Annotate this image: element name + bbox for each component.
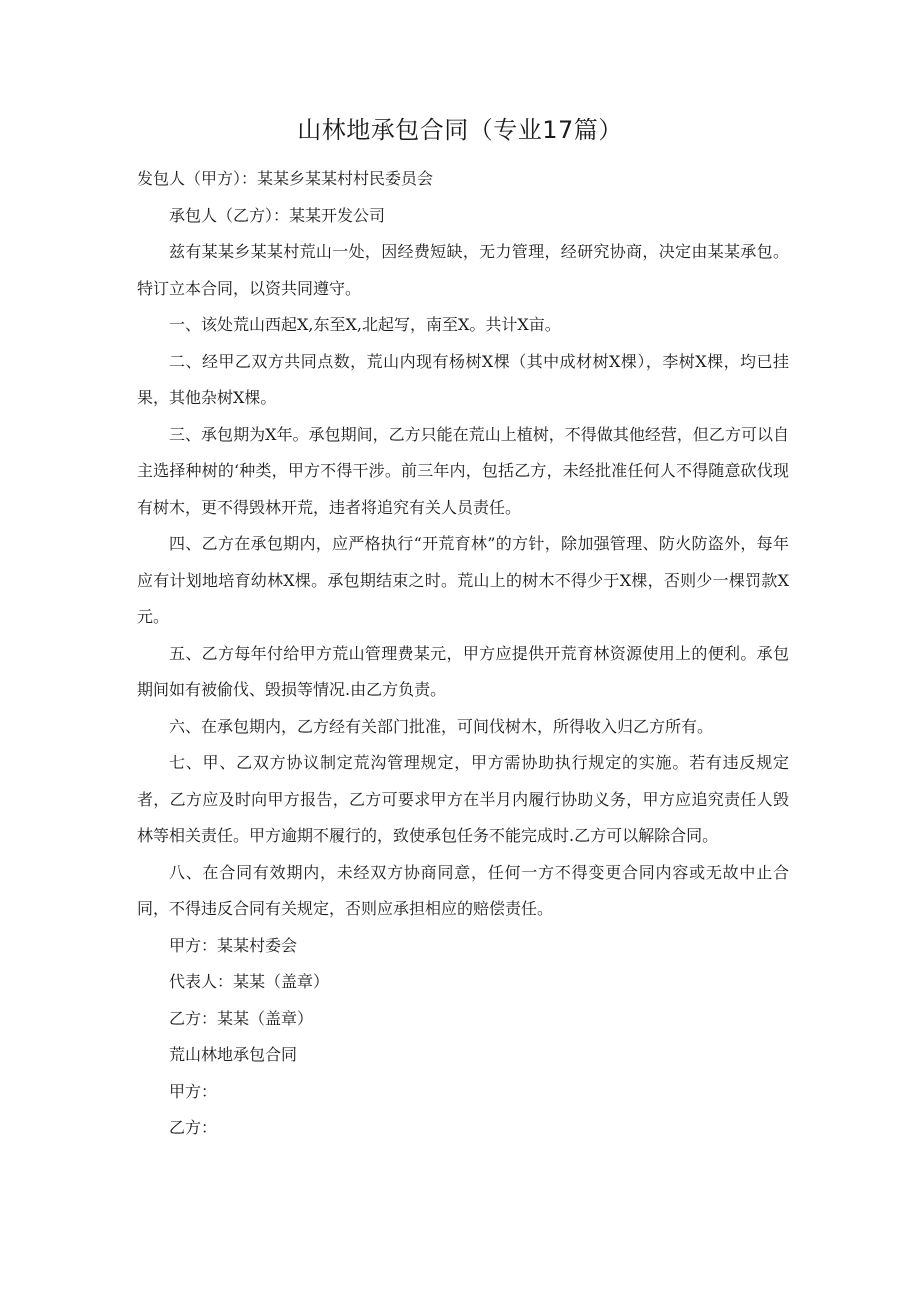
document-body [137,161,789,1147]
clause-2: 二、经甲乙双方共同点数，荒山内现有杨树X棵（其中成材树X棵），李树X棵，均已挂果，其他杂树X棵。 [137,351,789,407]
second-contract-party-a: 甲方： [169,1081,218,1101]
clause-8: 八、在合同有效期内，未经双方协商同意，任何一方不得变更合同内容或无故中止合同，不得违反合同有关规定，否则应承担相应的赔偿责任。 [137,862,789,918]
party-a-line: 发包人（甲方）：某某乡某某村村民委员会 [137,169,434,188]
clause-3: 三、承包期为X年。承包期间，乙方只能在荒山上植树，不得做其他经营，但乙方可以自主选择种树的‘种类，甲方不得干涉。前三年内，包括乙方，未经批准任何人不得随意砍伐现有树木，更不得毁林开荒，违者将追究有关人员责任。 [137,424,789,517]
clause-7: 七、甲、乙双方协议制定荒沟管理规定，甲方需协助执行规定的实施。若有违反规定者，乙方应及时向甲方报告，乙方可要求甲方在半月内履行协助义务，甲方应追究责任人毁林等相关责任。甲方逾期不履行的，致使承包任务不能完成时.乙方可以解除合同。 [137,753,789,845]
signature-party-b: 乙方：某某（盖章） [169,1008,314,1028]
clause-5: 五、乙方每年付给甲方荒山管理费某元，甲方应提供开荒育林资源使用上的便利。承包期间如有被偷伐、毁损等情况.由乙方负责。 [137,643,789,699]
document-title: 山林地承包合同（专业17篇） [297,116,623,144]
second-contract-party-b: 乙方： [169,1118,218,1137]
signature-representative: 代表人：某某（盖章） [169,972,330,991]
clause-6: 六、在承包期内，乙方经有关部门批准，可间伐树木，所得收入归乙方所有。 [169,716,714,736]
signature-party-a: 甲方：某某村委会 [169,935,298,955]
second-contract-heading: 荒山林地承包合同 [169,1045,298,1064]
preamble-paragraph: 兹有某某乡某某村荒山一处，因经费短缺，无力管理，经研究协商，决定由某某承包。特订立本合同，以资共同遵守。 [137,242,789,298]
party-b-line: 承包人（乙方）：某某开发公司 [169,205,386,225]
clause-4: 四、乙方在承包期内，应严格执行“开荒育林”的方针，除加强管理、防火防盗外，每年应有计划地培育幼林X棵。承包期结束之时。荒山上的树木不得少于X棵，否则少一棵罚款X元。 [137,534,789,626]
clause-1: 一、该处荒山西起X,东至X,北起写，南至X。共计X亩。 [169,315,561,334]
